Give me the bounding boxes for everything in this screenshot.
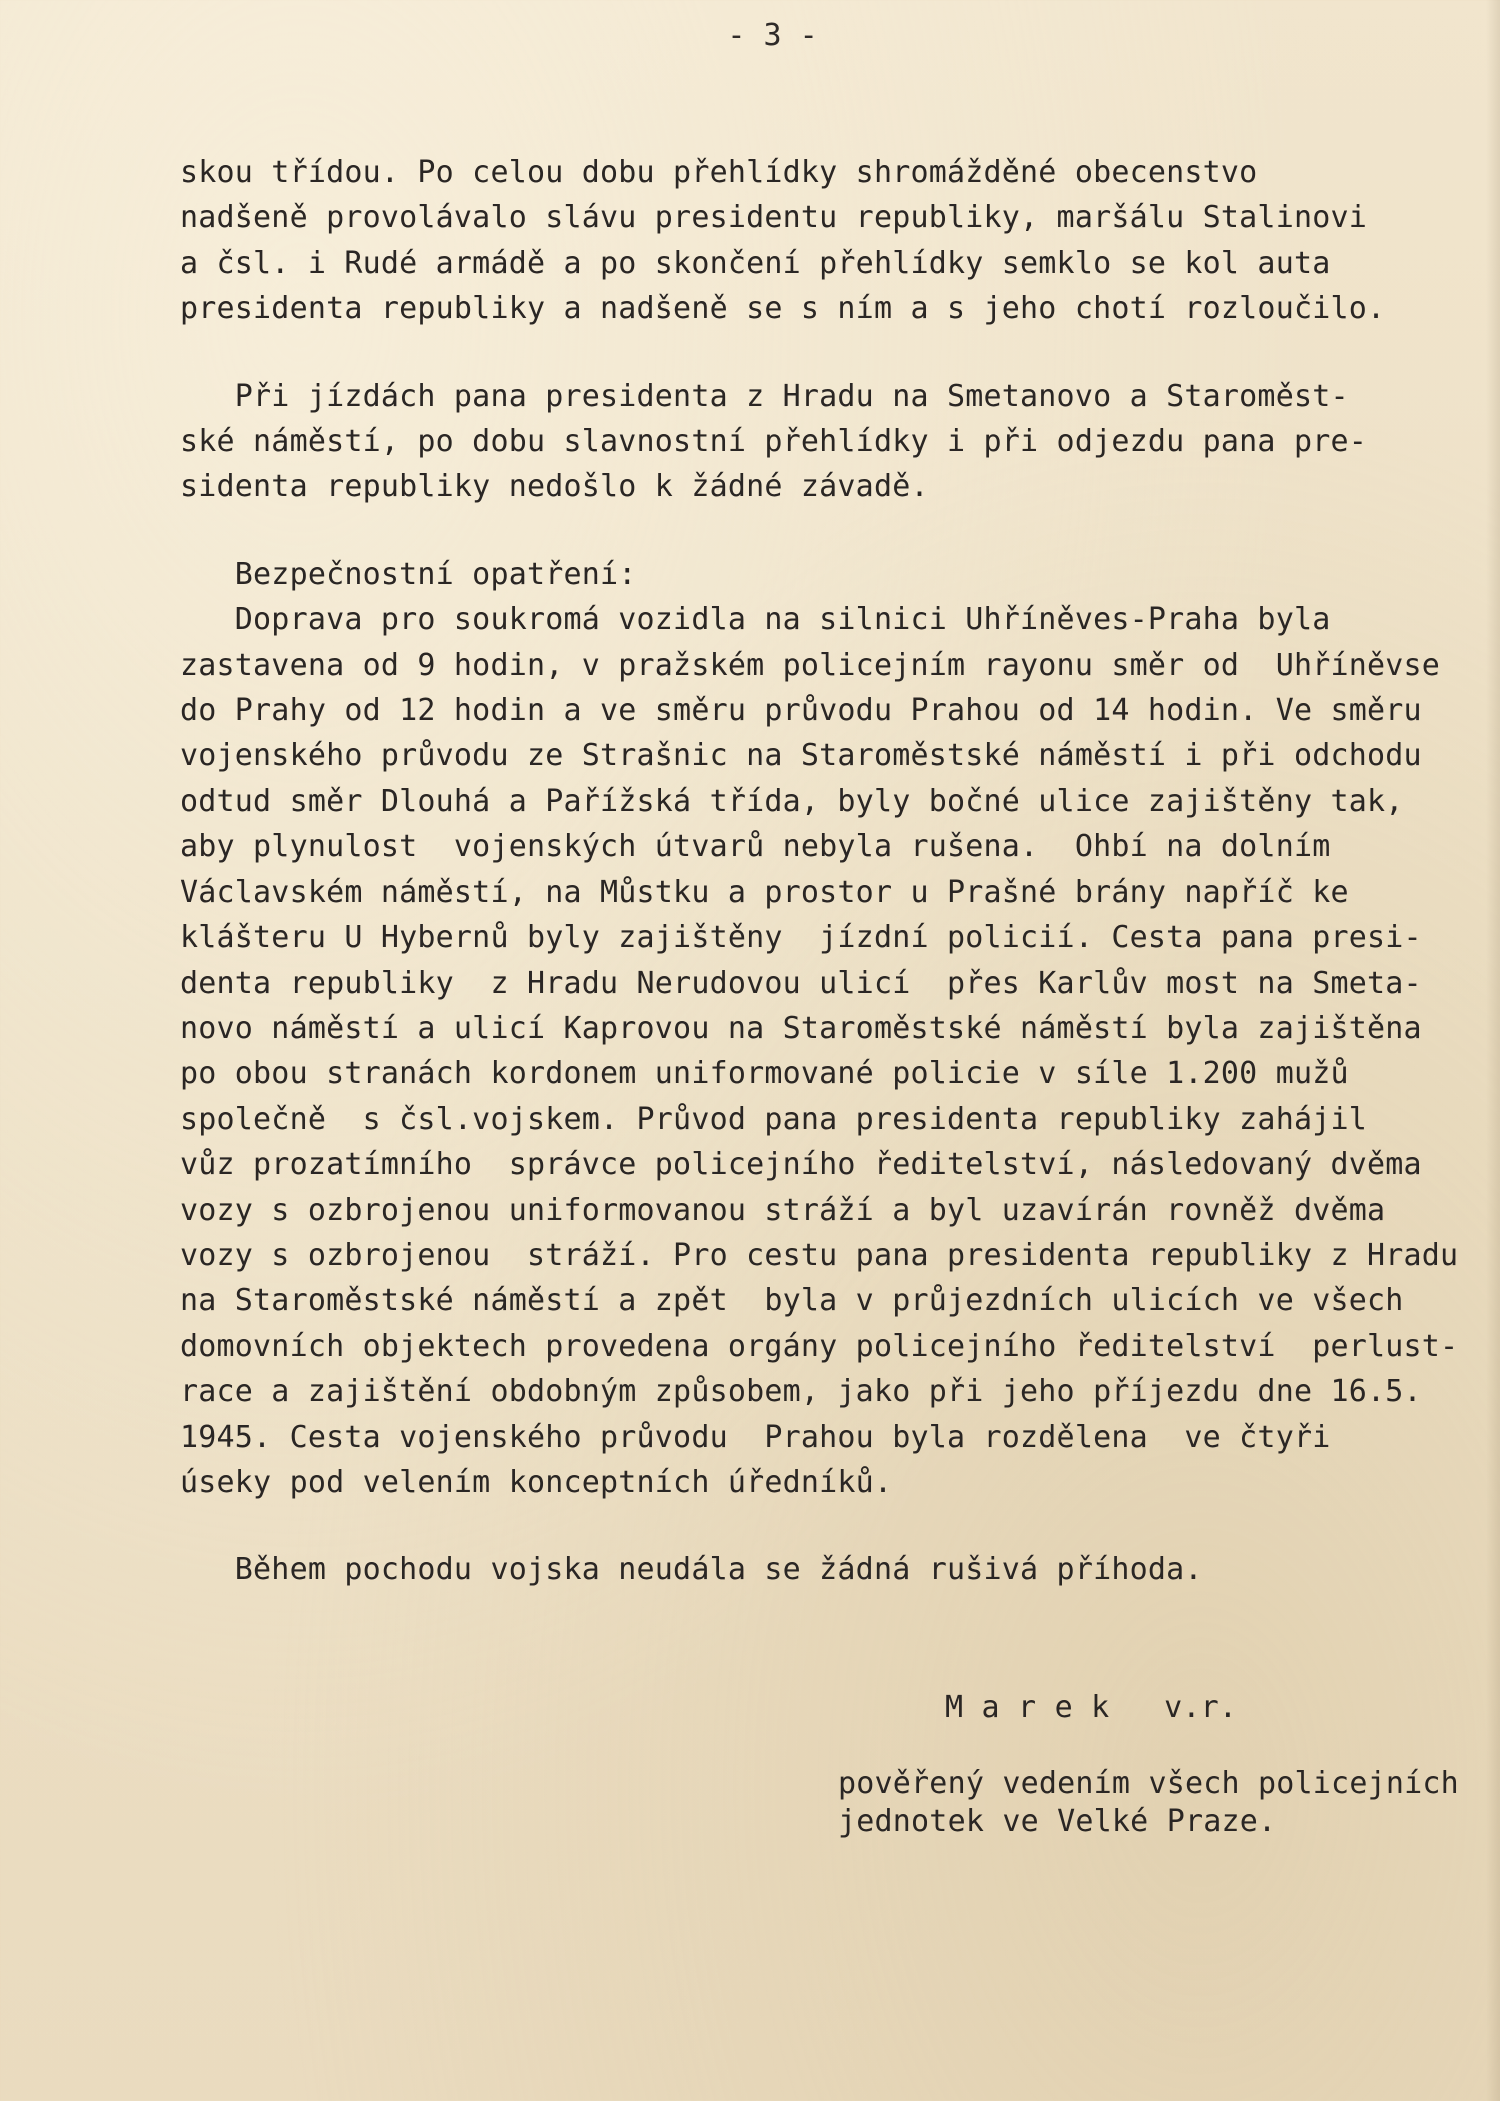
page-number: - 3 - [727,18,818,53]
paragraph-gap [180,1505,1430,1547]
text-line: společně s čsl.vojskem. Průvod pana presidenta republiky zahájil [180,1101,1367,1137]
signature-role [838,1765,1459,1841]
text-line: klášteru U Hybernů byly zajištěny jízdní policií. Cesta pana presi- [180,920,1422,956]
text-line: zastavena od 9 hodin, v pražském policejním rayonu směr od Uhříněvse [180,647,1441,683]
text-line: úseky pod velením konceptních úředníků. [180,1464,893,1500]
text-line: aby plynulost vojenských útvarů nebyla rušena. Ohbí na dolním [180,829,1331,865]
text-line: domovních objektech provedena orgány policejního ředitelství perlust- [180,1328,1459,1364]
signature-role-line: jednotek ve Velké Praze. [838,1804,1277,1839]
text-line: ské náměstí, po dobu slavnostní přehlídky i při odjezdu pana pre- [180,424,1367,460]
text-line: novo náměstí a ulicí Kaprovou na Staroměstské náměstí byla zajištěna [180,1010,1422,1046]
text-line: Václavském náměstí, na Můstku a prostor u Prašné brány napříč ke [180,874,1349,910]
text-line: denta republiky z Hradu Nerudovou ulicí přes Karlův most na Smeta- [180,965,1422,1001]
text-line: do Prahy od 12 hodin a ve směru průvodu Prahou od 14 hodin. Ve směru [180,693,1422,729]
paragraph-gap [180,332,1430,374]
paragraph-closing [180,1547,1430,1592]
text-line: a čsl. i Rudé armádě a po skončení přehlídky semklo se kol auta [180,245,1331,281]
text-line: 1945. Cesta vojenského průvodu Prahou byla rozdělena ve čtyři [180,1419,1331,1455]
paragraph-2 [180,374,1430,510]
document-body [180,150,1459,1593]
paper-edge-shadow [1486,0,1500,2101]
text-line: vojenského průvodu ze Strašnic na Staroměstské náměstí i při odchodu [180,738,1422,774]
signature-name: M a r e k v.r. [945,1690,1238,1725]
signature-role-line: pověřený vedením všech policejních [838,1766,1459,1801]
text-line: na Staroměstské náměstí a zpět byla v průjezdních ulicích ve všech [180,1283,1404,1319]
section-heading: Bezpečnostní opatření: [180,556,637,592]
text-line: Při jízdách pana presidenta z Hradu na Smetanovo a Staroměst- [180,378,1349,414]
paragraph-gap [180,510,1430,552]
paragraph-security [180,552,1459,1506]
text-line: skou třídou. Po celou dobu přehlídky shromážděné obecenstvo [180,155,1258,190]
text-line: presidenta republiky a nadšeně se s ním a s jeho chotí rozloučilo. [180,291,1386,327]
paragraph-1 [180,150,1430,332]
text-line: nadšeně provolávalo slávu presidentu republiky, maršálu Stalinovi [180,200,1367,236]
text-line: Doprava pro soukromá vozidla na silnici Uhříněves-Praha byla [180,602,1331,638]
text-line: odtud směr Dlouhá a Pařížská třída, byly bočné ulice zajištěny tak, [180,783,1404,819]
text-line: po obou stranách kordonem uniformované policie v síle 1.200 mužů [180,1056,1349,1092]
text-line: Během pochodu vojska neudála se žádná rušivá příhoda. [180,1552,1203,1588]
text-line: sidenta republiky nedošlo k žádné závadě. [180,469,929,505]
text-line: vůz prozatímního správce policejního ředitelství, následovaný dvěma [180,1147,1422,1183]
text-line: vozy s ozbrojenou uniformovanou stráží a byl uzavírán rovněž dvěma [180,1192,1386,1228]
text-line: vozy s ozbrojenou stráží. Pro cestu pana presidenta republiky z Hradu [180,1237,1459,1273]
text-line: race a zajištění obdobným způsobem, jako při jeho příjezdu dne 16.5. [180,1374,1422,1410]
